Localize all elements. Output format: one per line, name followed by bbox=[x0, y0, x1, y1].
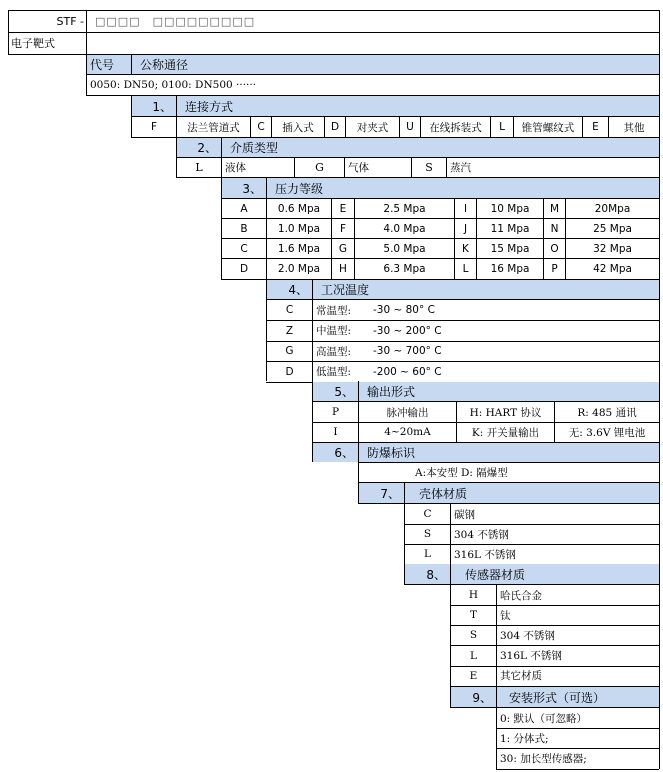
pressure-code: E bbox=[339, 203, 347, 215]
code-column-header: 代号 bbox=[87, 55, 131, 74]
medium-code: S bbox=[425, 161, 433, 174]
sensor-name: 304 不锈钢 bbox=[500, 629, 555, 642]
installation-option: 1: 分体式; bbox=[500, 732, 549, 745]
connection-name: 对夹式 bbox=[356, 121, 389, 134]
pressure-code: J bbox=[463, 223, 468, 235]
installation-option: 0: 默认（可忽略） bbox=[500, 712, 588, 725]
temperature-code: Z bbox=[285, 324, 294, 337]
sensor-name: 其它材质 bbox=[500, 670, 542, 683]
section-number-5: 5、 bbox=[313, 382, 358, 401]
model-subtitle: 电子靶式 bbox=[11, 37, 55, 50]
section-number-4: 4、 bbox=[267, 280, 312, 299]
temperature-range: -200 ~ 60° C bbox=[373, 365, 442, 378]
section-number-7: 7、 bbox=[359, 483, 404, 503]
pressure-value: 25 Mpa bbox=[593, 223, 632, 235]
pressure-value: 4.0 Mpa bbox=[383, 223, 426, 235]
sensor-name: 钛 bbox=[500, 609, 511, 622]
connection-name: 在线拆装式 bbox=[429, 121, 482, 134]
medium-code: L bbox=[195, 161, 203, 174]
housing-name: 316L 不锈钢 bbox=[454, 548, 516, 561]
sensor-name: 哈氏合金 bbox=[500, 589, 542, 602]
output-c: 无: 3.6V 锂电池 bbox=[568, 426, 646, 439]
section-title-sensor: 传感器材质 bbox=[451, 564, 659, 584]
pressure-value: 2.0 Mpa bbox=[277, 263, 321, 275]
temperature-name: 常温型: bbox=[316, 304, 352, 317]
connection-code: D bbox=[330, 121, 340, 133]
section-title-housing: 壳体材质 bbox=[405, 483, 659, 503]
housing-code: C bbox=[423, 508, 432, 520]
sensor-code: H bbox=[468, 589, 479, 601]
connection-code: C bbox=[257, 121, 265, 133]
temperature-range: -30 ~ 700° C bbox=[373, 345, 442, 357]
connection-code: E bbox=[592, 121, 599, 133]
pressure-value: 42 Mpa bbox=[593, 263, 632, 275]
output-a: 4~20mA bbox=[384, 426, 431, 438]
pressure-value: 1.0 Mpa bbox=[277, 223, 321, 235]
temperature-name: 高温型: bbox=[316, 345, 352, 358]
output-code: P bbox=[331, 406, 340, 418]
section-number-3: 3、 bbox=[222, 178, 266, 198]
pressure-value: 10 Mpa bbox=[490, 203, 530, 215]
section-title-explosion-proof: 防爆标识 bbox=[359, 443, 659, 462]
output-b: K: 开关量输出 bbox=[471, 426, 540, 439]
pressure-code: G bbox=[338, 243, 348, 255]
temperature-name: 低温型: bbox=[316, 366, 352, 378]
medium-name: 蒸汽 bbox=[450, 162, 471, 174]
pressure-code: I bbox=[463, 203, 468, 215]
section-title-installation: 安装形式（可选） bbox=[497, 687, 659, 707]
section-title-pressure: 压力等级 bbox=[267, 178, 659, 198]
pressure-code: A bbox=[240, 203, 248, 215]
connection-name: 法兰管道式 bbox=[187, 121, 240, 134]
temperature-code: C bbox=[285, 304, 294, 316]
section-title-nominal-diameter: 公称通径 bbox=[132, 55, 659, 74]
pressure-code: M bbox=[549, 203, 560, 215]
pressure-code: P bbox=[551, 263, 558, 275]
pressure-code: D bbox=[239, 263, 249, 275]
sensor-code: S bbox=[469, 629, 478, 642]
pressure-value: 5.0 Mpa bbox=[383, 243, 426, 255]
sensor-name: 316L 不锈钢 bbox=[500, 650, 562, 663]
pressure-value: 32 Mpa bbox=[593, 243, 632, 255]
pressure-code: C bbox=[240, 243, 248, 255]
pressure-code: O bbox=[550, 243, 559, 255]
pressure-value: 15 Mpa bbox=[490, 243, 530, 255]
output-code: I bbox=[333, 426, 338, 438]
pressure-code: F bbox=[339, 223, 347, 235]
connection-code: U bbox=[406, 121, 414, 133]
installation-option: 30: 加长型传感器; bbox=[500, 753, 587, 766]
pressure-value: 11 Mpa bbox=[490, 223, 530, 235]
pressure-value: 6.3 Mpa bbox=[383, 263, 426, 275]
output-c: R: 485 通讯 bbox=[577, 406, 637, 419]
section-title-output: 输出形式 bbox=[359, 382, 659, 401]
section-number-8: 8、 bbox=[405, 564, 450, 584]
medium-name: 液体 bbox=[225, 162, 246, 174]
temperature-code: D bbox=[285, 365, 294, 378]
pressure-value: 0.6 Mpa bbox=[277, 203, 321, 215]
pressure-value: 2.5 Mpa bbox=[383, 203, 426, 215]
pressure-code: B bbox=[240, 223, 248, 235]
pressure-code: K bbox=[462, 243, 469, 255]
connection-name: 其他 bbox=[623, 121, 645, 134]
section-number-2: 2、 bbox=[177, 138, 221, 157]
pressure-value: 20Mpa bbox=[594, 203, 631, 215]
section-number-9: 9、 bbox=[451, 687, 496, 707]
pressure-code: N bbox=[550, 223, 559, 235]
temperature-range: -30 ~ 80° C bbox=[373, 304, 435, 316]
output-a: 脉冲输出 bbox=[386, 406, 429, 419]
connection-name: 插入式 bbox=[282, 121, 314, 134]
explosion-proof-value: A:本安型 D: 隔爆型 bbox=[415, 467, 508, 479]
housing-code: S bbox=[423, 528, 432, 540]
temperature-range: -30 ~ 200° C bbox=[373, 324, 442, 337]
temperature-name: 中温型: bbox=[316, 325, 352, 337]
housing-name: 碳钢 bbox=[454, 508, 475, 521]
section-title-medium: 介质类型 bbox=[222, 138, 659, 157]
pressure-code: L bbox=[462, 263, 469, 275]
housing-code: L bbox=[424, 548, 431, 560]
medium-code: G bbox=[315, 161, 324, 174]
output-b: H: HART 协议 bbox=[469, 406, 542, 419]
housing-name: 304 不锈钢 bbox=[454, 528, 509, 541]
sensor-code: L bbox=[470, 649, 477, 662]
section-number-6: 6、 bbox=[313, 443, 358, 462]
connection-name: 锥管螺纹式 bbox=[521, 121, 575, 134]
model-code-boxes: □□□□ □□□□□□□□□ bbox=[95, 15, 256, 28]
model-prefix-label: STF - bbox=[56, 14, 84, 28]
dn-examples: 0050: DN50; 0100: DN500 ······ bbox=[90, 79, 257, 91]
pressure-code: H bbox=[339, 263, 347, 275]
medium-name: 气体 bbox=[348, 162, 369, 174]
connection-code: L bbox=[499, 121, 505, 133]
connection-code: F bbox=[150, 121, 158, 133]
temperature-code: G bbox=[285, 345, 294, 357]
sensor-code: T bbox=[469, 609, 477, 622]
section-title-connection: 连接方式 bbox=[177, 96, 659, 116]
pressure-value: 16 Mpa bbox=[490, 263, 530, 275]
pressure-value: 1.6 Mpa bbox=[277, 243, 321, 255]
section-title-temperature: 工况温度 bbox=[313, 280, 659, 299]
section-number-1: 1、 bbox=[132, 96, 176, 116]
sensor-code: E bbox=[469, 669, 478, 682]
